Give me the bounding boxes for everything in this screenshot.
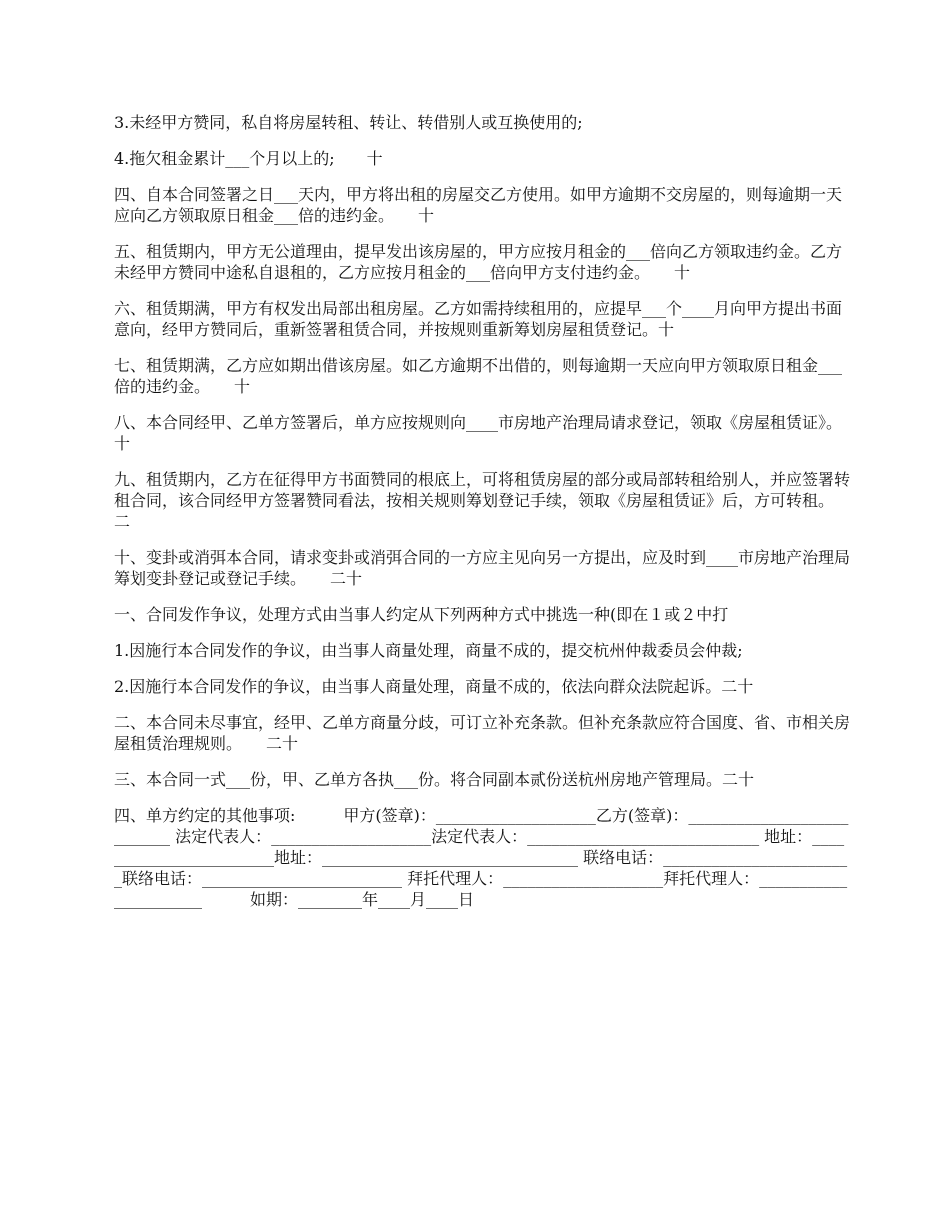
- clause-copies: 三、本合同一式___份，甲、乙单方各执___份。将合同副本贰份送杭州房地产管理局。二十: [114, 770, 755, 789]
- clause-subletting: 九、租赁期内，乙方在征得甲方书面赞同的根底上，可将租赁房屋的部分或局部转租给别人，并应签署转租合同，该合同经甲方签署赞同看法，按相关规则筹划登记手续，领取《房屋租赁证》后，方可转租。 二: [114, 470, 859, 531]
- clause-registration: 八、本合同经甲、乙单方签署后，单方应按规则向____市房地产治理局请求登记，领取《房屋租赁证》。 十: [114, 413, 867, 453]
- clause-dispute-litigation: 2.因施行本合同发作的争议，由当事人商量处理，商量不成的，依法向群众法院起诉。二十: [114, 677, 754, 696]
- contract-page: [114, 112, 867, 910]
- clause-dispute: 一、合同发作争议，处理方式由当事人约定从下列两种方式中挑选一种(即在１或２中打: [114, 605, 729, 624]
- clause-early-termination: 五、租赁期内，甲方无公道理由，提早发出该房屋的，甲方应按月租金的___倍向乙方领取违约金。乙方未经甲方赞同中途私自退租的，乙方应按月租金的___倍向甲方支付违约金。 十: [114, 242, 843, 282]
- clause-4-arrears: 4.拖欠租金累计___个月以上的; 十: [114, 149, 383, 168]
- clause-dispute-arbitration: 1.因施行本合同发作的争议，由当事人商量处理，商量不成的，提交杭州仲裁委员会仲裁;: [114, 641, 743, 660]
- clause-modification: 十、变卦或消弭本合同，请求变卦或消弭合同的一方应主见向另一方提出，应及时到____市房地产治理局筹划变卦登记或登记手续。 二十: [114, 548, 851, 588]
- clause-supplementary-terms: 二、本合同未尽事宜，经甲、乙单方商量分歧，可订立补充条款。但补充条款应符合国度、省、市相关房屋租赁治理规则。 二十: [114, 713, 851, 753]
- clause-3-sublet: 3.未经甲方赞同，私自将房屋转租、转让、转借别人或互换使用的;: [114, 113, 583, 132]
- clause-handover-deadline: 四、自本合同签署之日___天内，甲方将出租的房屋交乙方使用。如甲方逾期不交房屋的，则每逾期一天应向乙方领取原日租金___倍的违约金。 十: [114, 185, 843, 225]
- clause-lease-renewal: 六、租赁期满，甲方有权发出局部出租房屋。乙方如需持续租用的，应提早___个____月向甲方提出书面意向，经甲方赞同后，重新签署租赁合同，并按规则重新筹划房屋租赁登记。十: [114, 299, 843, 339]
- clause-lease-expiry: 七、租赁期满，乙方应如期出借该房屋。如乙方逾期不出借的，则每逾期一天应向甲方领取原日租金___倍的违约金。 十: [114, 356, 843, 396]
- signature-block: 四、单方约定的其他事项: 甲方(签章)：____________________乙方(签章)：___________________________ 法定代表人：____________________法定代表人：_____________________________ 地址：________________________地址：________________________________ 联络电话：________________________联络电话：_________________________ 拜托代理人：____________________拜托代理人：______________________ 如期：________年____月____日: [114, 806, 849, 909]
